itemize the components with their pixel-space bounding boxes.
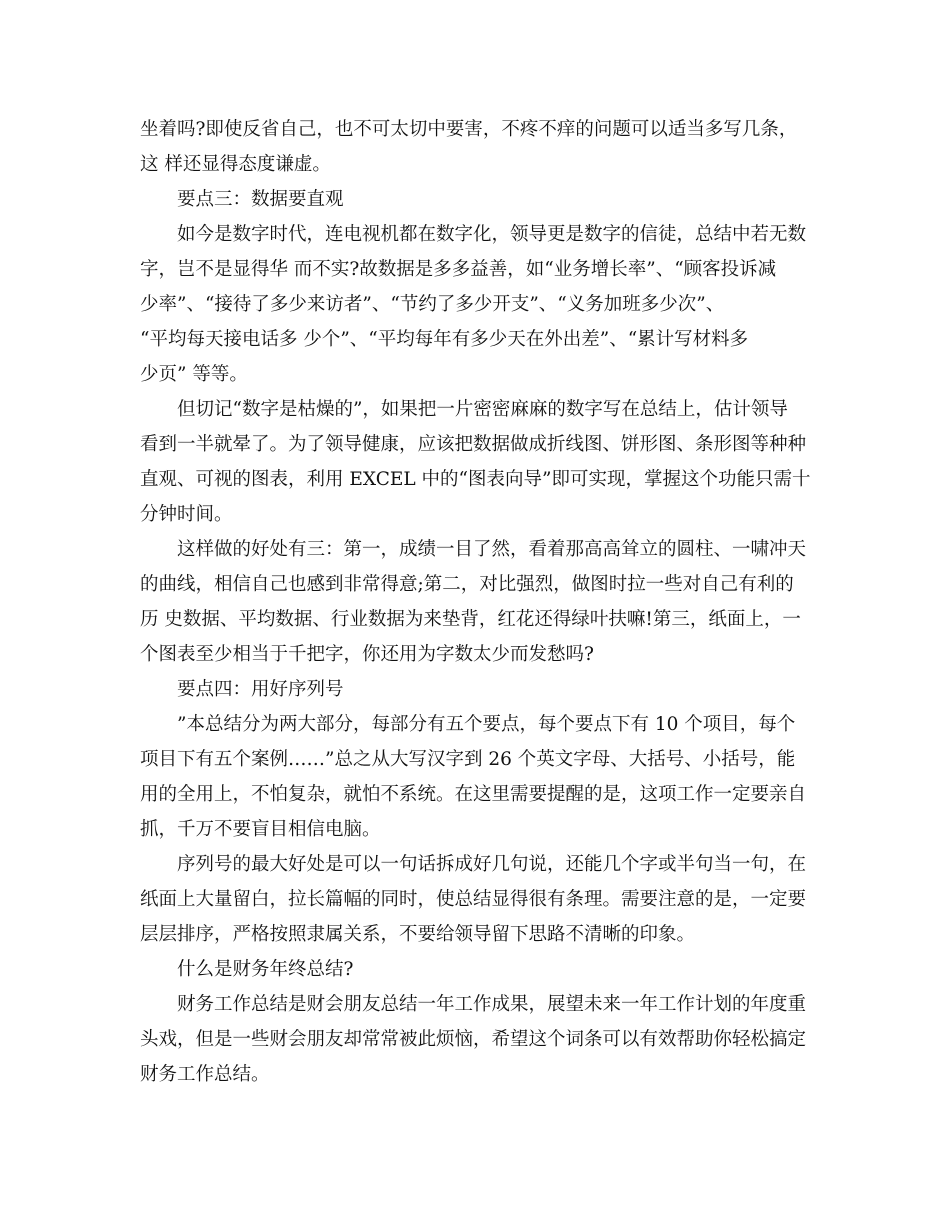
text-line: 头戏，但是一些财会朋友却常常被此烦恼，希望这个词条可以有效帮助你轻松搞定 (140, 1029, 807, 1050)
text-line: 看到一半就晕了。为了领导健康，应该把数据做成折线图、饼形图、条形图等种种 (140, 434, 807, 455)
text-line: 抓，千万不要盲目相信电脑。 (140, 819, 381, 840)
text-line: 序列号的最大好处是可以一句话拆成好几句说，还能几个字或半句当一句，在 (140, 854, 807, 875)
text-line: 字，岂不是显得华 而不实?故数据是多多益善，如“业务增长率”、“顾客投诉减 (140, 259, 777, 280)
text-line: ”本总结分为两大部分，每部分有五个要点，每个要点下有 10 个项目，每个 (140, 714, 796, 735)
text-line: 直观、可视的图表，利用 EXCEL 中的“图表向导”即可实现，掌握这个功能只需十 (140, 469, 811, 490)
text-line: 这 样还显得态度谦虚。 (140, 154, 331, 175)
text-line: 分钟时间。 (140, 504, 233, 525)
text-line: 如今是数字时代，连电视机都在数字化，领导更是数字的信徒，总结中若无数 (140, 224, 807, 245)
text-line: 财务工作总结是财会朋友总结一年工作成果，展望未来一年工作计划的年度重 (140, 994, 807, 1015)
section-heading: 什么是财务年终总结? (140, 959, 354, 980)
text-line: 历 史数据、平均数据、行业数据为来垫背，红花还得绿叶扶嘛!第三，纸面上，一 (140, 609, 801, 630)
text-line: 少率”、“接待了多少来访者”、“节约了多少开支”、“义务加班多少次”、 (140, 294, 725, 315)
text-line: 坐着吗?即使反省自己，也不可太切中要害，不疼不痒的问题可以适当多写几条， (140, 119, 798, 140)
text-line: 少页” 等等。 (140, 364, 248, 385)
text-line: 财务工作总结。 (140, 1064, 270, 1085)
text-line: 项目下有五个案例……”总之从大写汉字到 26 个英文字母、大括号、小括号，能 (140, 749, 796, 770)
text-line: 的曲线，相信自己也感到非常得意;第二，对比强烈，做图时拉一些对自己有利的 (140, 574, 794, 595)
text-line: “平均每天接电话多 少个”、“平均每年有多少天在外出差”、“累计写材料多 (140, 329, 749, 350)
text-line: 这样做的好处有三：第一，成绩一目了然，看着那高高耸立的圆柱、一啸冲天 (140, 539, 807, 560)
section-heading: 要点三：数据要直观 (140, 189, 344, 210)
text-line: 个图表至少相当于千把字，你还用为字数太少而发愁吗? (140, 644, 594, 665)
text-line: 层层排序，严格按照隶属关系，不要给领导留下思路不清晰的印象。 (140, 924, 696, 945)
section-heading: 要点四：用好序列号 (140, 679, 344, 700)
text-line: 纸面上大量留白，拉长篇幅的同时，使总结显得很有条理。需要注意的是，一定要 (140, 889, 807, 910)
text-line: 用的全用上，不怕复杂，就怕不系统。在这里需要提醒的是，这项工作一定要亲自 (140, 784, 807, 805)
text-line: 但切记“数字是枯燥的”，如果把一片密密麻麻的数字写在总结上，估计领导 (140, 399, 788, 420)
document-body (140, 112, 812, 1092)
